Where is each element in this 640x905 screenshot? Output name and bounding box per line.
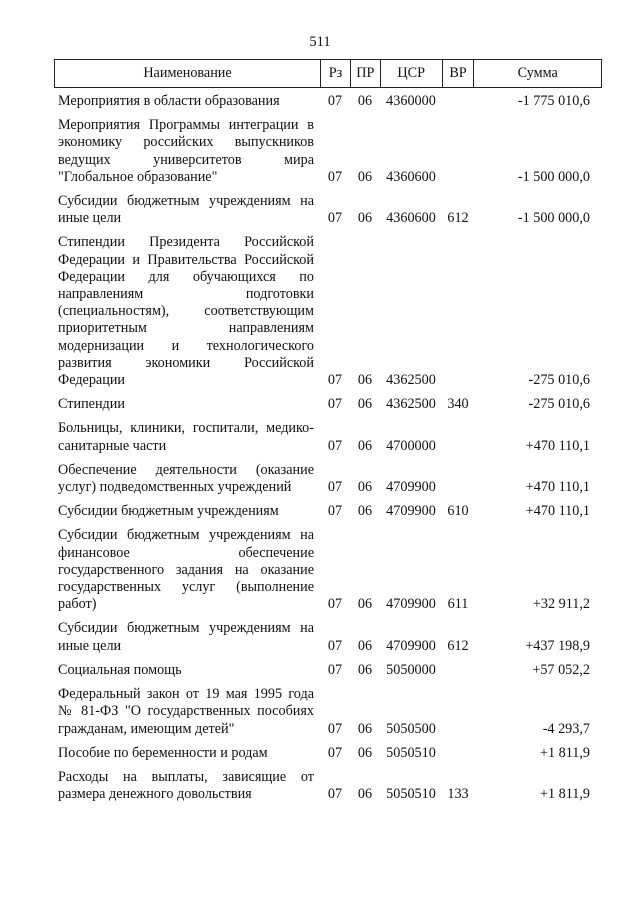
table-row: [54, 193, 602, 227]
row-name: Больницы, клиники, госпитали, медико-санитарные части: [58, 420, 314, 454]
row-csr: 5050510: [386, 744, 436, 761]
row-vr: 133: [447, 786, 469, 803]
table-row: [54, 93, 602, 110]
row-vr: 612: [447, 637, 469, 654]
row-rz: 07: [327, 168, 343, 185]
row-name: Мероприятия Программы интеграции в экономику российских выпускников ведущих университетов мира "Глобальное образование": [58, 117, 314, 185]
table-row: [54, 769, 602, 803]
row-name: Обеспечение деятельности (оказание услуг) подведомственных учреждений: [58, 461, 314, 496]
row-rz: 07: [327, 720, 343, 737]
row-sum: +1 811,9: [539, 744, 590, 761]
row-sum: +1 811,9: [539, 786, 590, 803]
row-csr: 4709900: [386, 637, 436, 654]
row-pr: 06: [357, 637, 373, 654]
table-row: [54, 620, 602, 654]
table-row: [54, 117, 602, 186]
row-sum: -275 010,6: [528, 396, 590, 413]
row-rz: 07: [327, 637, 343, 654]
row-name: Субсидии бюджетным учреждениям на финансовое обеспечение государственного задания на оказание государственных услуг (выполнение работ): [58, 527, 314, 613]
table-row: [54, 503, 602, 520]
row-rz: 07: [327, 437, 343, 454]
row-vr: 611: [447, 596, 469, 613]
row-pr: 06: [357, 396, 373, 413]
row-sum: +470 110,1: [525, 479, 590, 496]
row-csr: 4700000: [386, 437, 436, 454]
row-sum: -1 500 000,0: [517, 210, 590, 227]
row-name: Стипендии: [58, 396, 125, 413]
row-rz: 07: [327, 93, 343, 109]
row-csr: 4709900: [386, 503, 436, 520]
row-rz: 07: [327, 372, 343, 389]
row-name: Пособие по беременности и родам: [58, 744, 268, 761]
row-sum: -1 775 010,6: [517, 93, 590, 109]
row-rz: 07: [327, 479, 343, 496]
row-pr: 06: [357, 720, 373, 737]
row-pr: 06: [357, 479, 373, 496]
row-name: Субсидии бюджетным учреждениям на иные цели: [58, 193, 314, 227]
row-pr: 06: [357, 437, 373, 454]
row-rz: 07: [327, 744, 343, 761]
table-row: [54, 234, 602, 389]
row-vr: 340: [447, 396, 469, 413]
row-csr: 4360000: [386, 93, 436, 109]
row-csr: 4360600: [386, 168, 436, 185]
table-row: [54, 527, 602, 613]
row-vr: 612: [447, 210, 469, 227]
row-rz: 07: [327, 661, 343, 678]
row-sum: +32 911,2: [532, 596, 590, 613]
row-sum: -1 500 000,0: [517, 168, 590, 185]
table-row: [54, 396, 602, 413]
row-vr: 610: [447, 503, 469, 520]
row-csr: 5050510: [386, 786, 436, 803]
table-row: [54, 462, 602, 496]
header-name: Наименование: [143, 65, 232, 81]
row-rz: 07: [327, 786, 343, 803]
row-rz: 07: [327, 210, 343, 227]
header-rz: Рз: [320, 60, 350, 87]
row-sum: -275 010,6: [528, 372, 590, 389]
row-pr: 06: [357, 786, 373, 803]
row-csr: 5050000: [386, 661, 436, 678]
row-rz: 07: [327, 596, 343, 613]
table-row: [54, 686, 602, 738]
row-sum: +470 110,1: [525, 437, 590, 454]
row-csr: 5050500: [386, 720, 436, 737]
row-name: Расходы на выплаты, зависящие от размера денежного довольствия: [58, 768, 314, 803]
row-csr: 4362500: [386, 372, 436, 389]
row-name: Субсидии бюджетным учреждениям: [58, 503, 279, 520]
row-name: Мероприятия в области образования: [58, 93, 280, 109]
row-pr: 06: [357, 503, 373, 520]
row-name: Субсидии бюджетным учреждениям на иные цели: [58, 620, 314, 654]
table-body: [54, 88, 602, 803]
row-sum: +57 052,2: [532, 661, 590, 678]
row-pr: 06: [357, 168, 373, 185]
row-pr: 06: [357, 93, 373, 109]
row-pr: 06: [357, 596, 373, 613]
row-pr: 06: [357, 372, 373, 389]
row-csr: 4709900: [386, 479, 436, 496]
row-sum: +437 198,9: [525, 637, 590, 654]
table-row: [54, 745, 602, 762]
row-csr: 4360600: [386, 210, 436, 227]
row-sum: -4 293,7: [542, 720, 590, 737]
table-row: [54, 662, 602, 679]
row-name: Социальная помощь: [58, 661, 182, 678]
header-csr: ЦСР: [380, 60, 442, 87]
row-csr: 4362500: [386, 396, 436, 413]
row-rz: 07: [327, 503, 343, 520]
row-csr: 4709900: [386, 596, 436, 613]
row-pr: 06: [357, 744, 373, 761]
row-name: Федеральный закон от 19 мая 1995 года № 81-ФЗ "О государственных пособиях гражданам, имеющим детей": [58, 686, 314, 737]
row-rz: 07: [327, 396, 343, 413]
table-row: [54, 420, 602, 454]
header-sum: Сумма: [473, 60, 601, 87]
row-sum: +470 110,1: [525, 503, 590, 520]
header-vr: ВР: [442, 60, 474, 87]
row-pr: 06: [357, 661, 373, 678]
row-name: Стипендии Президента Российской Федерации и Правительства Российской Федерации для обучающихся по направлениям подготовки (специальностям), соответствующим приоритетным направлениям модернизации и технологического развития экономики Российской Федерации: [58, 234, 314, 389]
page-number: 511: [309, 34, 331, 50]
header-pr: ПР: [350, 60, 380, 87]
row-pr: 06: [357, 210, 373, 227]
budget-table: [54, 59, 602, 810]
table-header: [54, 59, 602, 88]
